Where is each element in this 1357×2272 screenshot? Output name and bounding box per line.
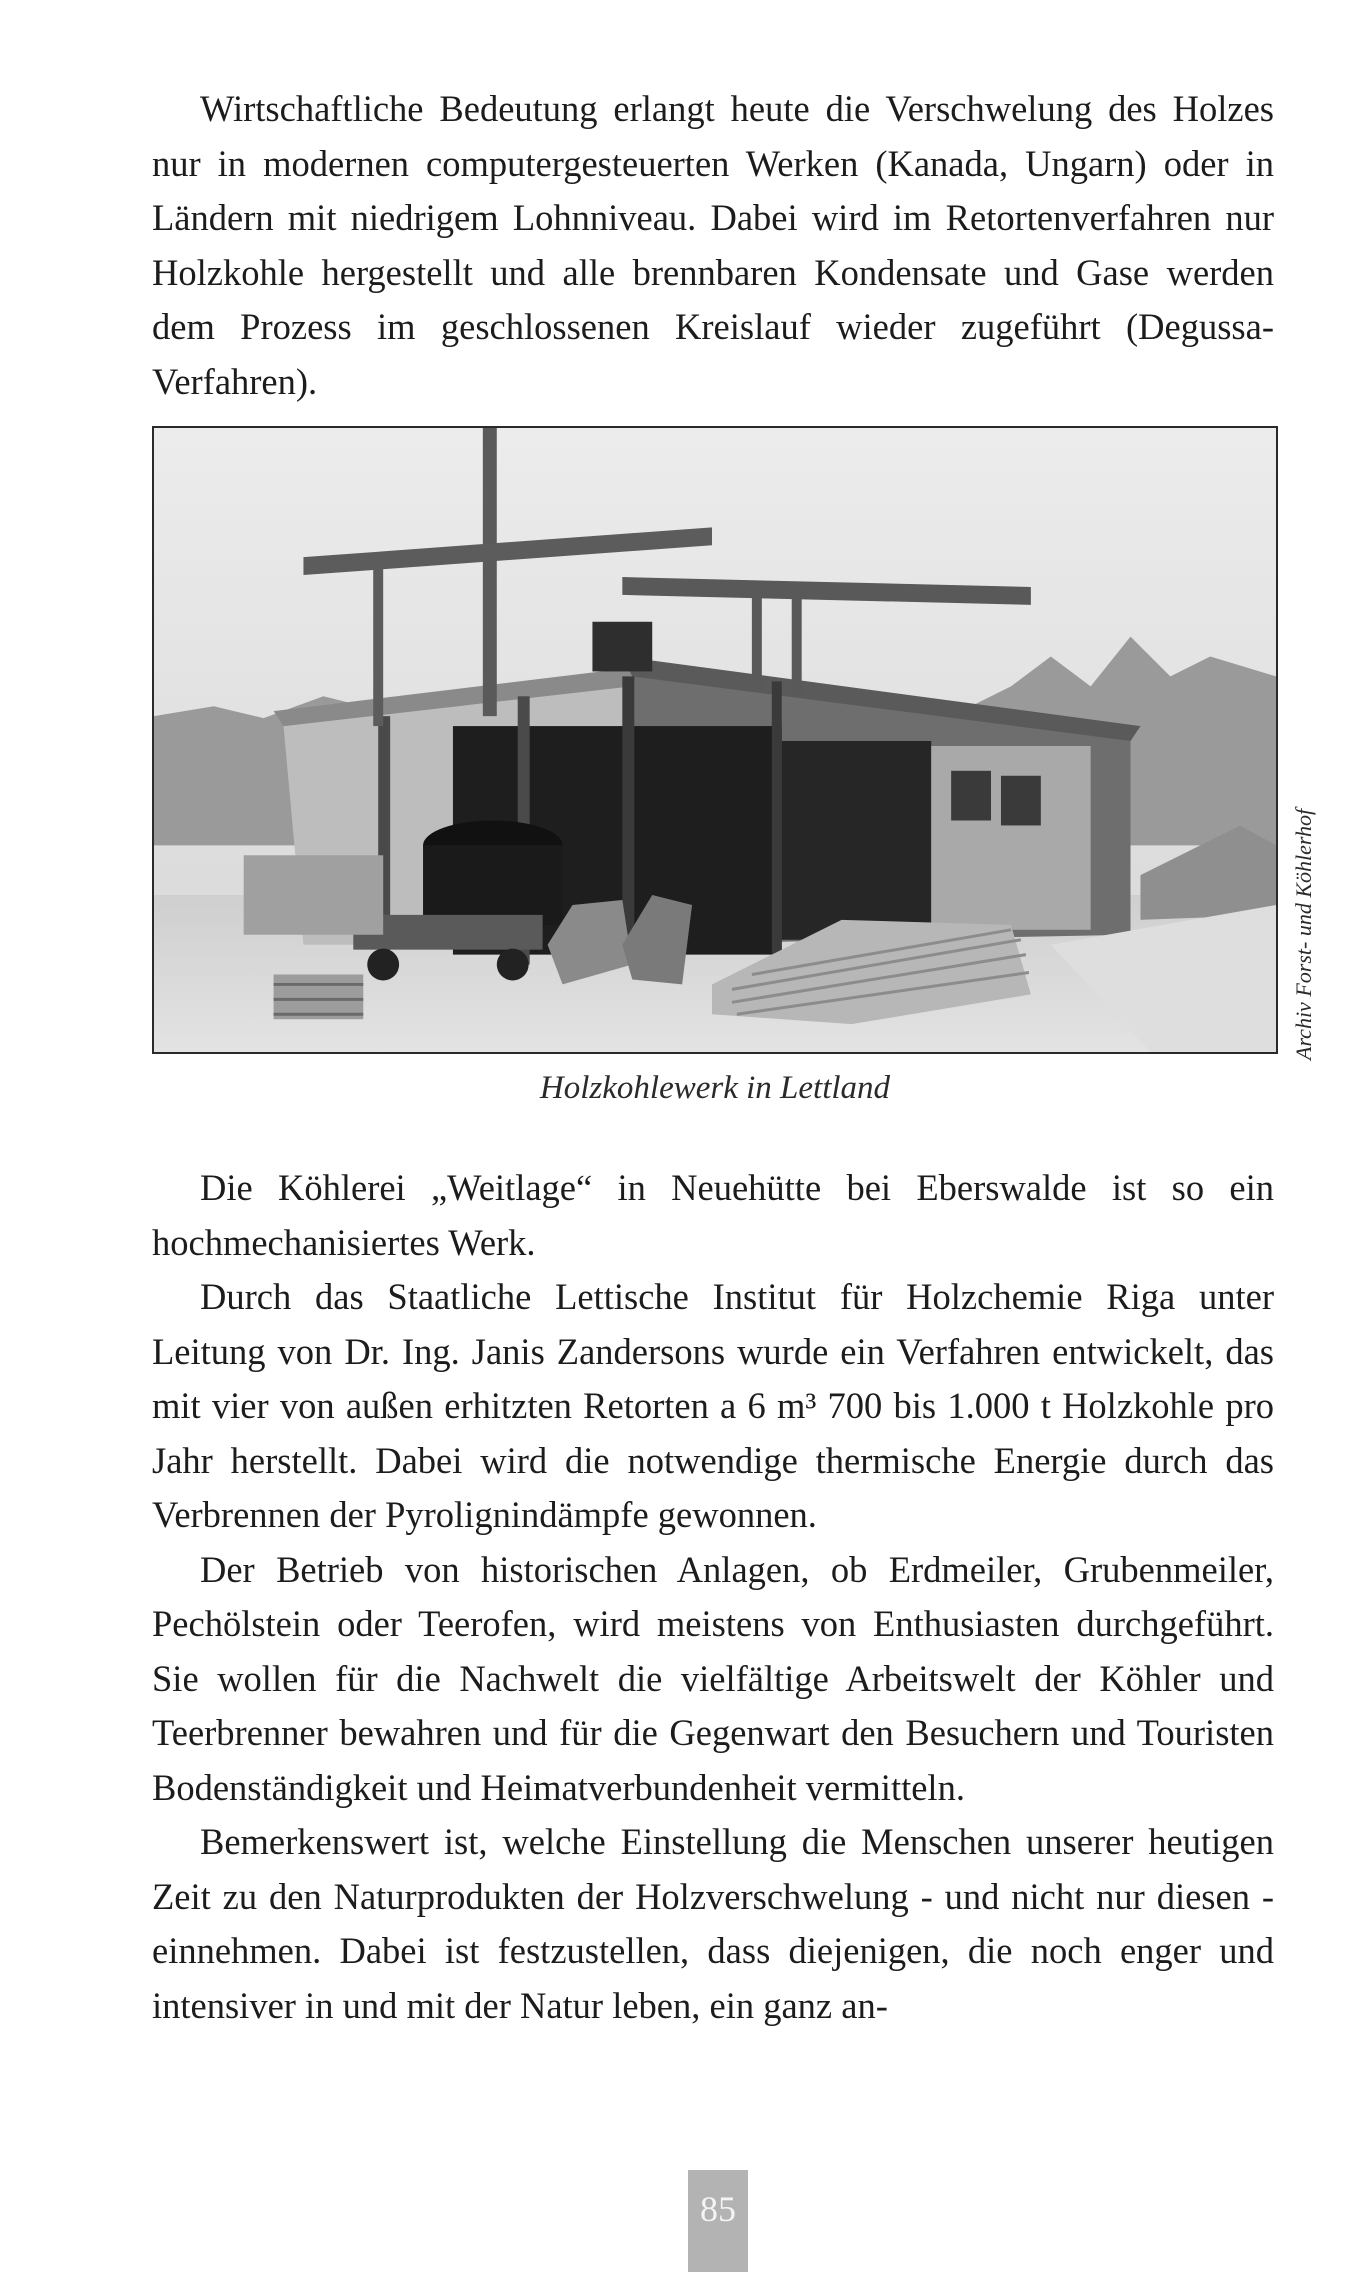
paragraph: Durch das Staatliche Lettische Institut für Holzchemie Riga unter Leitung von Dr. Ing. Janis Zandersons wurde ein Verfahren entwickelt, das mit vier von außen erhitzten Retorten a 6 m³ 700 bis 1.000 t Holzkohle pro Jahr herstellt. Dabei wird die notwendige thermische Energie durch das Verbrennen der Pyrolignindämpfe gewonnen.	[152, 1276, 1274, 1535]
photo-credit: Archiv Forst- und Köhlerhof	[1291, 808, 1316, 1060]
paragraph: Die Köhlerei „Weitlage“ in Neuehütte bei Eberswalde ist so ein hochmechanisiertes Werk.	[152, 1167, 1274, 1263]
photo-charcoal-plant	[154, 428, 1276, 1052]
page-number: 85	[700, 2189, 736, 2229]
paragraph: Wirtschaftliche Bedeutung erlangt heute die Verschwelung des Holzes nur in modernen computergesteuerten Werken (Kanada, Ungarn) oder in Ländern mit niedrigem Lohnniveau. Dabei wird im Retortenverfahren nur Holzkohle hergestellt und alle brennbaren Kondensate und Gase werden dem Prozess im geschlossenen Kreislauf wieder zugeführt (Degussa-Verfahren).	[152, 88, 1274, 402]
text-block-top	[152, 82, 1274, 409]
figure-photo-charcoal-plant	[152, 426, 1278, 1054]
page-number-box	[688, 2170, 748, 2272]
paragraph: Bemerkenswert ist, welche Einstellung die Menschen unserer heutigen Zeit zu den Naturprodukten der Holzverschwelung - und nicht nur diesen - einnehmen. Dabei ist festzustellen, dass diejenigen, die noch enger und intensiver in und mit der Natur leben, ein ganz an-	[152, 1821, 1274, 2026]
text-block-bottom	[152, 1161, 1274, 2033]
paragraph: Der Betrieb von historischen Anlagen, ob Erdmeiler, Grubenmeiler, Pechölstein oder Teerofen, wird meistens von Enthusiasten durchgeführt. Sie wollen für die Nachwelt die vielfältige Arbeitswelt der Köhler und Teerbrenner bewahren und für die Gegenwart den Besuchern und Touristen Bodenständigkeit und Heimatverbundenheit vermitteln.	[152, 1548, 1274, 1808]
figure-caption: Holzkohlewerk in Lettland	[539, 1070, 891, 1106]
